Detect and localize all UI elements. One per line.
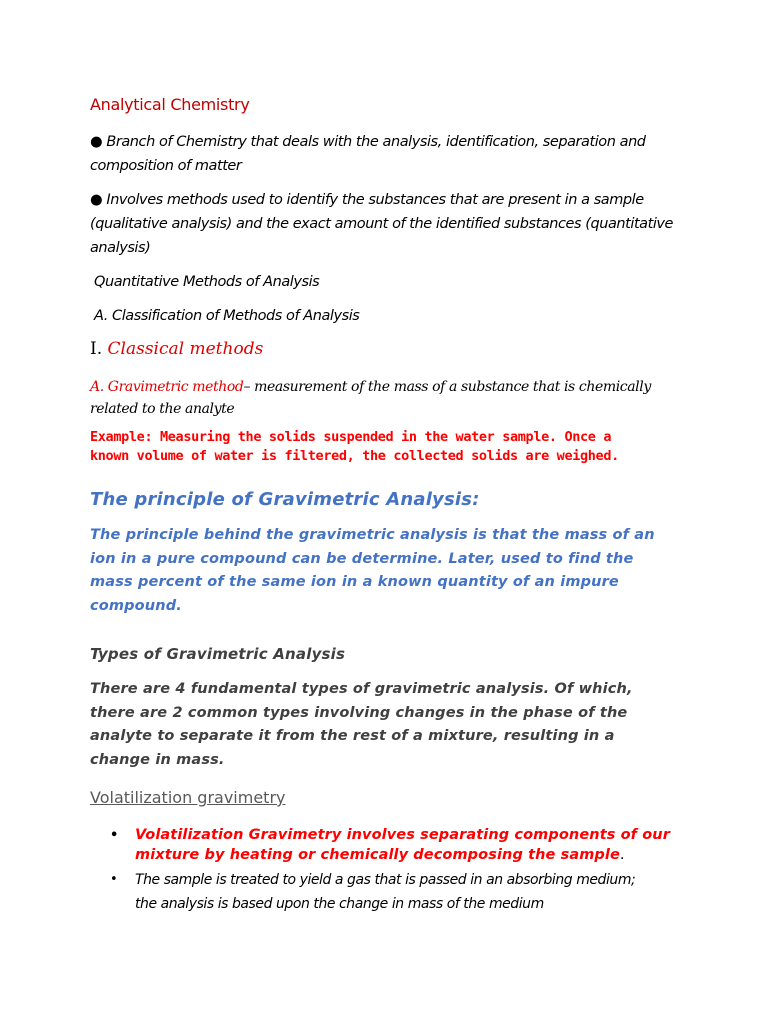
types-paragraph: There are 4 fundamental types of gravimetric analysis. Of which, there are 2 common types involving changes in the phase of the analyte to separate it from the rest of a mixture, resulting in a change in mass.	[90, 681, 633, 768]
bullet-marker: •	[110, 828, 119, 843]
list-item	[110, 868, 650, 916]
classification-heading: A. Classification of Methods of Analysis	[94, 308, 360, 324]
principle-paragraph: The principle behind the gravimetric analysis is that the mass of an ion in a pure compound can be determine. Later, used to find the mass percent of the same ion in a known quantity of an impure compound.	[90, 527, 655, 614]
types-heading: Types of Gravimetric Analysis	[90, 645, 346, 663]
document-title: Analytical Chemistry	[90, 95, 250, 114]
bullet-marker: •	[110, 872, 118, 887]
gravimetric-definition	[90, 376, 690, 420]
list-item	[110, 826, 670, 865]
principle-heading: The principle of Gravimetric Analysis:	[90, 489, 480, 510]
gravimetric-text: – measurement of the mass of a substance that is chemically related to the analyte	[90, 379, 651, 417]
list-item-text: Volatilization Gravimetry involves separating components of our mixture by heating or chemically decomposing the sample	[135, 827, 670, 863]
definition-bullet: ● Branch of Chemistry that deals with the analysis, identification, separation and composition of matter	[90, 134, 646, 174]
gravimetric-term: A. Gravimetric method	[90, 379, 244, 395]
list-item-period: .	[619, 846, 625, 863]
example-text: Example: Measuring the solids suspended in the water sample. Once a known volume of water is filtered, the collected solids are weighed.	[90, 429, 619, 464]
classical-methods-heading	[90, 339, 690, 359]
volatilization-list	[110, 826, 670, 865]
methods-bullet: ● Involves methods used to identify the substances that are present in a sample (qualitative analysis) and the exact amount of the identified substances (quantitative analysis)	[90, 192, 674, 256]
list-item-text: The sample is treated to yield a gas that is passed in an absorbing medium; the analysis is based upon the change in mass of the medium	[135, 872, 636, 912]
quantitative-heading: Quantitative Methods of Analysis	[94, 274, 320, 290]
section-numeral: I.	[90, 339, 108, 359]
absorption-list	[110, 868, 650, 916]
classical-methods-label: Classical methods	[107, 339, 264, 359]
volatilization-heading: Volatilization gravimetry	[90, 788, 286, 807]
